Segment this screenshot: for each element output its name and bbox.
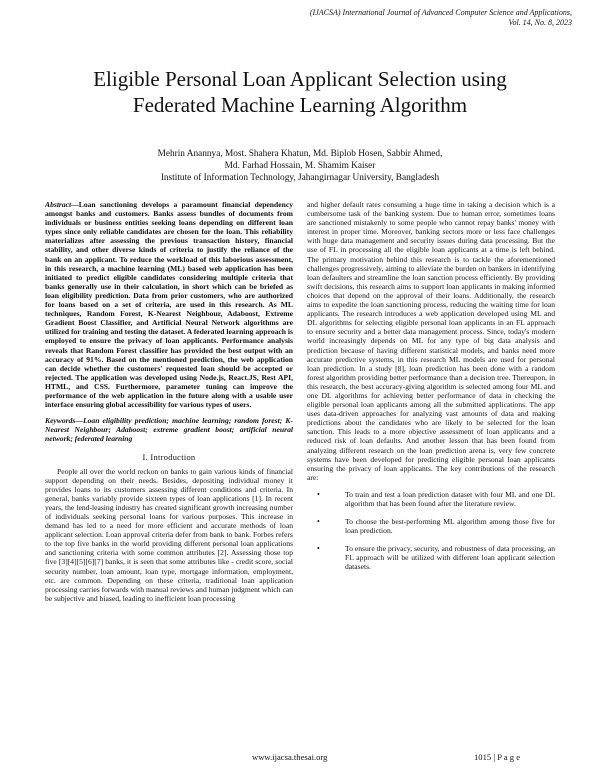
journal-header (212, 8, 572, 28)
intro-paragraph-2: and higher default rates consuming a huge time in taking a decision which is a cumbersome task of the banking system. Due to human error, sometimes loans are sanctioned mistakenly to some people who cannot repay banks' money with interest in proper time. Moreover, banking sectors more or less face challenges with huge data management and security issues during data processing. But the use of FL in processing all the eligible loan applicants at a time is left behind. The primary motivation behind this research is to tackle the aforementioned challenges progressively, aiming to alleviate the burden on bankers in identifying loan defaulters and streamline the loan sanction process efficiently. By providing swift decisions, this research aims to support loan applicants in making informed choices that depend on the approval of their loans. Additionally, the research aims to expedite the loan sanctioning process, reducing the waiting time for loan applicants. The research introduces a web application developed using ML and DL algorithms for selecting eligible personal loan applicants in an FL approach to ensure security and a better data management process. Since, today's modern world increasingly depends on ML for any type of big data analysis and prediction because of having different statistical models, and banks need more accurate predictive systems, in this research ML models are used for personal loan prediction. In a study [8], loan prediction has been done with a random forest algorithm providing better performance than a decision tree. Thereupon, in this research, the best accuracy-giving algorithm is selected among four ML and one DL algorithms for achieving better performance of data in checking the eligible personal loan applicants among all the submitted applications. The app uses data-driven approaches for analyzing vast amounts of data and making predictions about the candidates who are likely to be selected for the loan sanction. This leads to a more objective assessment of loan applicants and a reduced risk of loan defaults. And another lesson that has been found from analyzing different research on the loan prediction arena is, very few concrete systems have been developed for predicting eligible personal loan applicants ensuring the privacy of loan applicants. The key contributions of the research are: (307, 200, 555, 482)
keywords: Keywords—Loan eligibility prediction; machine learning; random forest; K-Nearest Neighbour; Adaboost; extreme gradient boost; artificial neural network; federated learning (45, 416, 293, 444)
title-line-1: Eligible Personal Loan Applicant Selection using (93, 67, 507, 91)
section-heading-introduction: I. Introduction (142, 453, 196, 463)
bullet-icon: • (317, 489, 320, 499)
author-line-1: Mehrin Anannya, Most. Shahera Khatun, Md. Biplob Hosen, Sabbir Ahmed, (157, 149, 443, 159)
page-number: 1015 | P a g e (474, 752, 521, 762)
journal-name: (IJACSA) International Journal of Advanced Computer Science and Applications, (309, 8, 572, 17)
abstract (45, 200, 293, 409)
abstract-label: Abstract (45, 200, 72, 209)
bullet-icon: • (317, 517, 320, 527)
list-item (307, 544, 555, 571)
bullet-icon: • (317, 544, 320, 554)
title-line-2: Federated Machine Learning Algorithm (132, 93, 468, 117)
author-line-2: Md. Farhad Hossain, M. Shamim Kaiser (224, 161, 376, 171)
intro-paragraph-1: People all over the world reckon on banks to gain various kinds of financial support depending on their needs. Besides, depositing individual money it provides loans to its customers assessing different conditions and criteria. In general, banks variably provide sixteen types of loan applications [1]. In recent years, the lend-leasing industry has created significant growth increasing number of individuals seeking personal loans for various purposes. This increase in demand has led to a need for more efficient and accurate methods of loan applicant selection. Loan approval criteria defer from bank to bank. Forbes refers to the top five banks in the world providing different personal loan applications and sanctioning criteria with some common attributes [2]. Assessing those top five [3][4][5][6][7] banks, it is seen that some attributes like - credit score, social security number, loan amount, loan type, mortgage information, employment, etc. are common. Depending on these criteria, traditional loan application processing carries forwards with manual reviews and human judgment which can be subjective and biased, leading to inefficient loan processing (45, 466, 293, 603)
list-item-text: To ensure the privacy, security, and robustness of data processing, an FL approach will be utilized with different loan applicant selection datasets. (345, 544, 555, 572)
list-item (307, 517, 555, 535)
left-column (45, 200, 293, 603)
list-item-text: To train and test a loan prediction dataset with four ML and one DL algorithm that has been found after the literature review. (345, 489, 555, 508)
abstract-text: —Loan sanctioning develops a paramount financial dependency amongst banks and customers. Banks assess bundles of documents from individuals or business entities seeking loans depending on different loan types since only reliable candidates are chosen for the loan. This reliability materializes after assessing the previous transaction history, financial stability, and other diverse kinds of criteria to justify the reliance of the bank on an applicant. To reduce the workload of this laborious assessment, in this research, a machine learning (ML) based web application has been initiated to predict eligible candidates considering multiple criteria that banks generally use in their calculation, in short which can be briefed as loan eligibility prediction. Data from prior customers, who are authorized for loans based on a set of criteria, are used in this research. As ML techniques, Random Forest, K-Nearest Neighbour, Adaboost, Extreme Gradient Boost Classifier, and Artificial Neural Network algorithms are utilized for training and testing the dataset. A federated learning approach is employed to ensure the privacy of loan applicants. Performance analysis reveals that Random Forest classifier has provided the best output with an accuracy of 91%. Based on the mentioned prediction, the web application can decide whether the customers' requested loan should be accepted or rejected. The application was developed using Node.js, React.JS, Rest API, HTML, and CSS. Furthermore, parameter tuning can improve the performance of the web application in the future along with a usable user interface ensuring global accessibility for various types of users. (45, 200, 293, 410)
author-block (40, 148, 560, 184)
journal-volume: Vol. 14, No. 8, 2023 (508, 18, 572, 27)
paper-title (30, 66, 570, 118)
affiliation: Institute of Information Technology, Jahangirnagar University, Bangladesh (160, 173, 440, 183)
contributions-list (307, 490, 555, 572)
list-item-text: To choose the best-performing ML algorithm among those five for loan prediction. (345, 517, 555, 536)
footer-url: www.ijacsa.thesai.org (252, 752, 328, 762)
list-item (307, 490, 555, 508)
right-column (307, 200, 555, 581)
